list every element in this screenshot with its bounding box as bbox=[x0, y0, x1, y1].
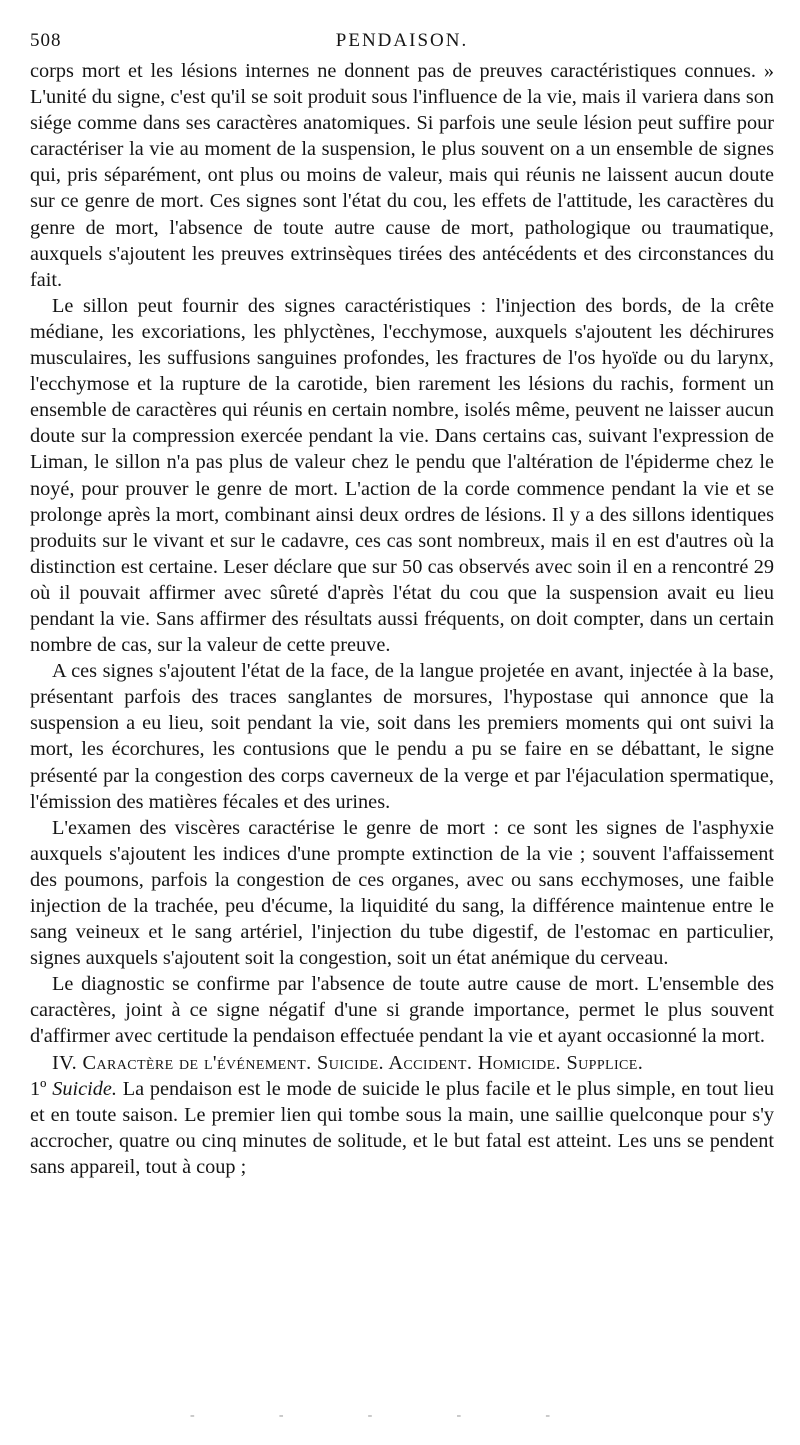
footer-dash: - bbox=[456, 1408, 462, 1423]
footer-marks bbox=[190, 1408, 550, 1424]
section-paragraph bbox=[30, 1076, 774, 1180]
footer-dash: - bbox=[190, 1408, 195, 1423]
page-number: 508 bbox=[30, 30, 62, 51]
paragraph: corps mort et les lésions internes ne donnent pas de preuves caractéristiques connues. » L'unité du signe, c'est qu'il se soit produit sous l'influence de la vie, mais il variera dans son siége comme dans ses caractères anatomiques. Si parfois une seule lésion peut suffire pour caractériser la vie au moment de la suspension, le plus souvent on a un ensemble de signes qui, pris séparément, ont plus ou moins de valeur, mais qui réunis ne laissent aucun doute sur ce genre de mort. Ces signes sont l'état du cou, les effets de l'attitude, les caractères du genre de mort, l'absence de toute autre cause de mort, pathologique ou traumatique, auxquels s'ajoutent les preuves extrinsèques tirées des antécédents et des circonstances du fait. bbox=[30, 60, 774, 291]
paragraph: Le diagnostic se confirme par l'absence de toute autre cause de mort. L'ensemble des caractères, joint à ce signe négatif d'une si grande importance, permet le plus souvent d'affirmer avec certitude la pendaison effectuée pendant la vie et ayant occasionné la mort. bbox=[30, 973, 774, 1048]
paragraph: A ces signes s'ajoutent l'état de la face, de la langue projetée en avant, injectée à la base, présentant parfois des traces sanglantes de morsures, l'hypostase qui annonce que la suspension a eu lieu, soit pendant la vie, soit dans les premiers moments qui ont suivi la mort, les écorchures, les contusions que le pendu a pu se faire en se débattant, le signe présenté par la congestion des corps caverneux de la verge et par l'éjaculation spermatique, l'émission des matières fécales et des urines. bbox=[30, 660, 774, 813]
subsection-title: Suicide. bbox=[52, 1077, 117, 1100]
running-title: PENDAISON. bbox=[335, 30, 469, 51]
running-head bbox=[30, 22, 774, 58]
section-text: La pendaison est le mode de suicide le plus facile et le plus simple, en tout lieu et en toute saison. Le premier lien qui tombe sous la main, une saillie quelconque pour s'y accrocher, quatre ou cinq minutes de solitude, et le but fatal est atteint. Les uns se pendent sans appareil, tout à coup ; bbox=[30, 1077, 775, 1178]
body-text bbox=[30, 58, 774, 1180]
paragraph: Le sillon peut fournir des signes caractéristiques : l'injection des bords, de la crête médiane, les excoriations, les phlyctènes, l'ecchymose, auxquels s'ajoutent les déchirures musculaires, les suffusions sanguines profondes, les fractures de l'os hyoïde ou du larynx, l'ecchymose et la rupture de la carotide, bien rarement les lésions du rachis, forment un ensemble de caractères qui réunis en certain nombre, isolés même, peuvent ne laisser aucun doute sur la compression exercée pendant la vie. Dans certains cas, suivant l'expression de Liman, le sillon n'a pas plus de valeur chez le pendu que l'altération de l'épiderme chez le noyé, pour prouver le genre de mort. L'action de la corde commence pendant la vie et se prolonge après la mort, combinant ainsi deux ordres de lésions. Il y a des sillons identiques produits sur le vivant et sur le cadavre, ces cas sont nombreux, mais il en est d'autres où la distinction est certaine. Leser déclare que sur 50 cas observés avec soin il en a rencontré 29 où il pouvait affirmer avec sûreté d'après l'état du cou que la suspension avait eu lieu pendant la vie. Sans affirmer des résultats aussi fréquents, on doit compter, dans un certain nombre de cas, sur la valeur de cette preuve. bbox=[30, 294, 774, 657]
section-heading: IV. Caractère de l'événement. Suicide. Accident. Homicide. Supplice. bbox=[52, 1051, 644, 1074]
footer-dash: - bbox=[545, 1408, 550, 1423]
paragraph: L'examen des viscères caractérise le genre de mort : ce sont les signes de l'asphyxie auxquels s'ajoutent les indices d'une prompte extinction de la vie ; souvent l'affaissement des poumons, parfois la congestion de ces organes, avec ou sans ecchymoses, une faible injection de la trachée, peu d'écume, la liquidité du sang, la différence maintenue entre le sang veineux et le sang artériel, l'injection du tube digestif, de l'estomac en particulier, signes auxquels s'ajoutent soit la congestion, soit un état anémique du cerveau. bbox=[30, 816, 774, 970]
footer-dash: - bbox=[278, 1408, 284, 1423]
book-page bbox=[30, 22, 774, 1180]
footer-dash: - bbox=[367, 1408, 373, 1423]
subsection-number: 1º bbox=[30, 1077, 47, 1100]
